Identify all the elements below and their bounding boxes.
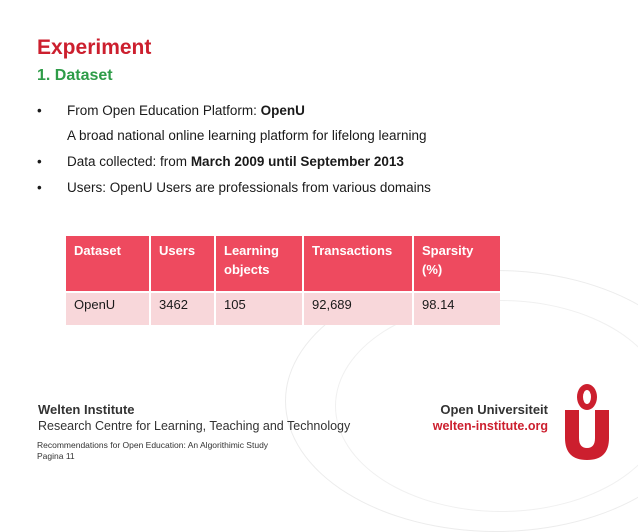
- column-header-sparsity: Sparsity (%): [413, 236, 500, 292]
- table-row: [66, 292, 500, 325]
- column-header-transactions: Transactions: [303, 236, 413, 292]
- slide-subtitle: 1. Dataset: [37, 67, 113, 84]
- table-cell: OpenU: [66, 292, 150, 325]
- column-header-dataset: Dataset: [66, 236, 150, 292]
- bullet-marker: •: [37, 154, 42, 169]
- bullet-text: Data collected: from March 2009 until September 2013: [67, 154, 404, 169]
- welten-institute-name: Welten Institute: [38, 402, 135, 417]
- column-header-learning-objects: Learning objects: [215, 236, 303, 292]
- open-universiteit-name: Open Universiteit: [440, 402, 548, 417]
- welten-institute-subtitle: Research Centre for Learning, Teaching and Technology: [38, 419, 351, 433]
- bullet-text: Users: OpenU Users are professionals from various domains: [67, 180, 431, 195]
- footer: [37, 440, 268, 462]
- open-universiteit-logo-icon: [562, 382, 612, 462]
- table-header-row: [66, 236, 500, 292]
- bullet-marker: •: [37, 180, 42, 195]
- table-cell: 92,689: [303, 292, 413, 325]
- footer-presentation-title: Recommendations for Open Education: An Algorithimic Study: [37, 440, 269, 450]
- logo-o-hole: [583, 390, 591, 404]
- welten-institute-url: welten-institute.org: [432, 419, 548, 433]
- table-cell: 3462: [150, 292, 215, 325]
- table-cell: 105: [215, 292, 303, 325]
- slide-title: Experiment: [37, 36, 152, 59]
- footer-page-number: Pagina 11: [37, 451, 75, 461]
- bullet-marker: •: [37, 103, 42, 118]
- bullet-text: From Open Education Platform: OpenU: [67, 103, 305, 118]
- table-cell: 98.14: [413, 292, 500, 325]
- column-header-users: Users: [150, 236, 215, 292]
- bullet-detail-text: A broad national online learning platform for lifelong learning: [67, 128, 427, 143]
- dataset-table: [66, 236, 500, 325]
- logo-u-shape: [565, 410, 609, 460]
